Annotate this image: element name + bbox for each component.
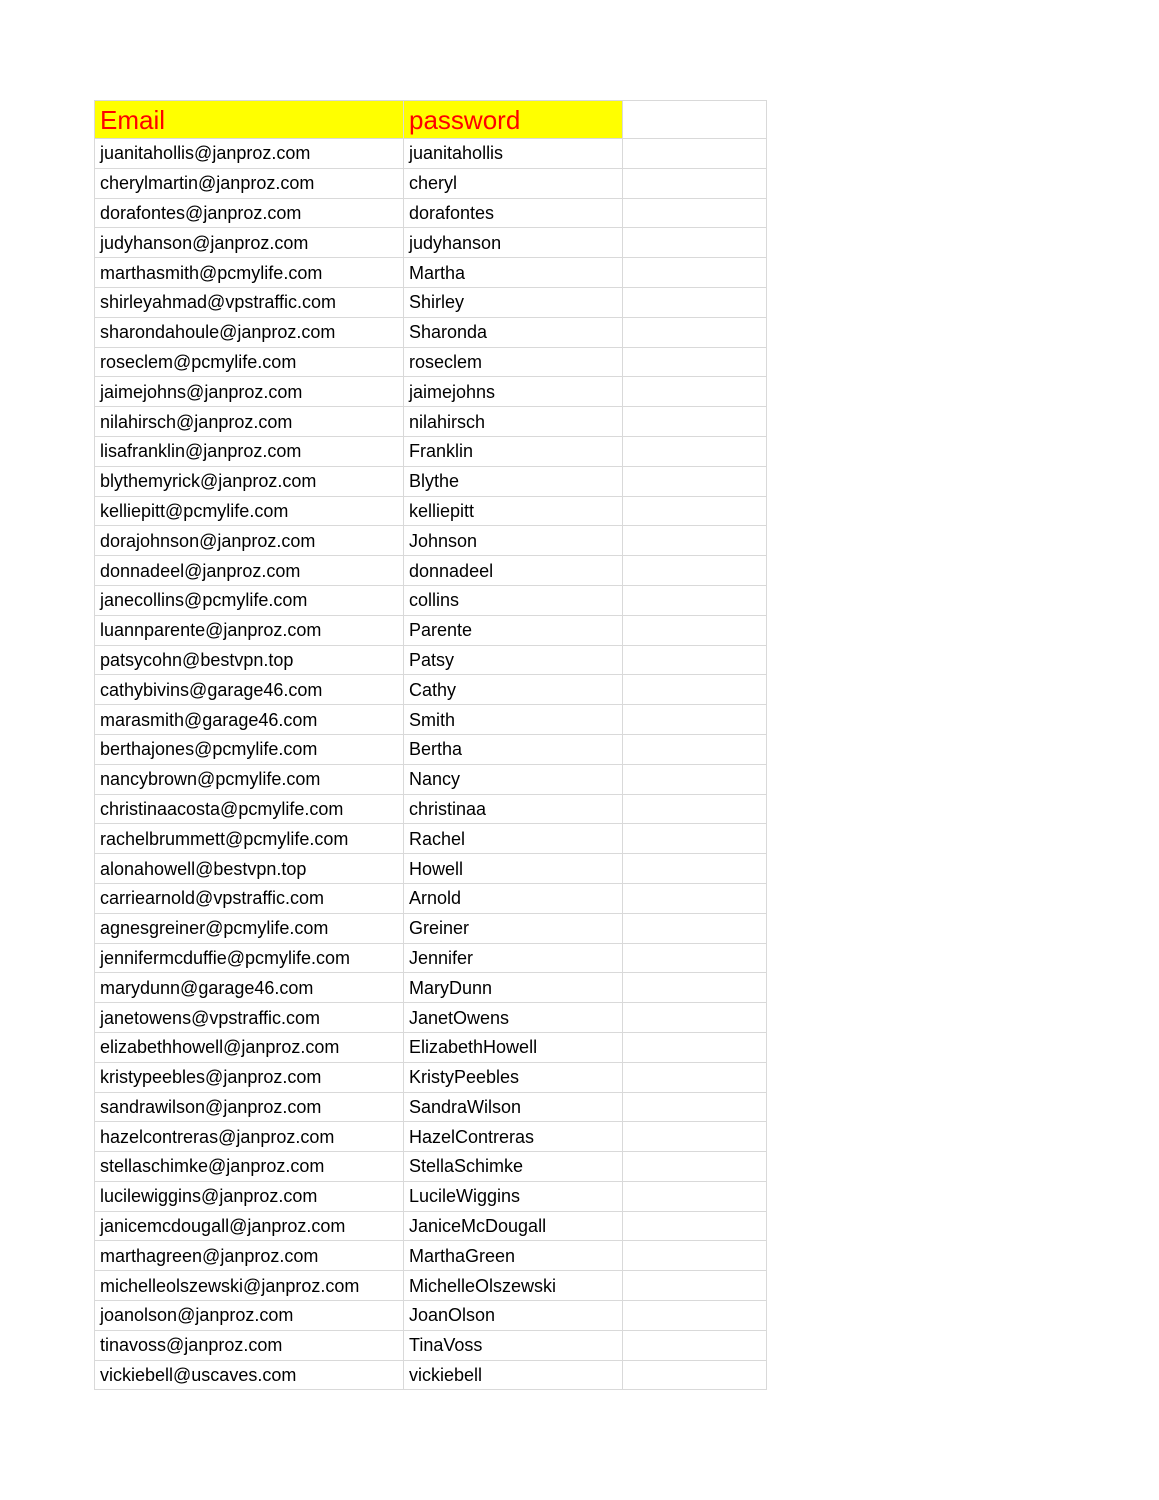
empty-cell	[623, 1092, 767, 1122]
empty-cell	[623, 168, 767, 198]
password-cell: nilahirsch	[404, 407, 623, 437]
email-cell: michelleolszewski@janproz.com	[95, 1271, 404, 1301]
empty-cell	[623, 1152, 767, 1182]
table-row	[95, 1241, 767, 1271]
password-cell: christinaa	[404, 794, 623, 824]
password-cell: Cathy	[404, 675, 623, 705]
table-row	[95, 585, 767, 615]
password-cell: dorafontes	[404, 198, 623, 228]
empty-cell	[623, 317, 767, 347]
email-cell: blythemyrick@janproz.com	[95, 466, 404, 496]
email-cell: shirleyahmad@vpstraffic.com	[95, 287, 404, 317]
email-cell: cherylmartin@janproz.com	[95, 168, 404, 198]
empty-cell	[623, 675, 767, 705]
password-cell: Blythe	[404, 466, 623, 496]
empty-cell	[623, 1330, 767, 1360]
password-cell: donnadeel	[404, 556, 623, 586]
table-row	[95, 407, 767, 437]
password-cell: vickiebell	[404, 1360, 623, 1390]
password-cell: Bertha	[404, 734, 623, 764]
table-row	[95, 1003, 767, 1033]
email-cell: dorajohnson@janproz.com	[95, 526, 404, 556]
empty-cell	[623, 1122, 767, 1152]
column-header-email: Email	[95, 101, 404, 139]
email-cell: nancybrown@pcmylife.com	[95, 764, 404, 794]
table-row	[95, 883, 767, 913]
table-row	[95, 228, 767, 258]
password-cell: TinaVoss	[404, 1330, 623, 1360]
empty-cell	[623, 287, 767, 317]
spreadsheet-table	[94, 100, 767, 1390]
empty-cell	[623, 526, 767, 556]
table-row	[95, 1092, 767, 1122]
table-row	[95, 764, 767, 794]
empty-cell	[623, 734, 767, 764]
empty-cell	[623, 883, 767, 913]
email-cell: alonahowell@bestvpn.top	[95, 854, 404, 884]
password-cell: ElizabethHowell	[404, 1032, 623, 1062]
password-cell: Arnold	[404, 883, 623, 913]
password-cell: SandraWilson	[404, 1092, 623, 1122]
email-cell: vickiebell@uscaves.com	[95, 1360, 404, 1390]
email-cell: tinavoss@janproz.com	[95, 1330, 404, 1360]
empty-cell	[623, 347, 767, 377]
table-row	[95, 913, 767, 943]
table-row	[95, 1360, 767, 1390]
empty-cell	[623, 943, 767, 973]
password-cell: Martha	[404, 258, 623, 288]
email-cell: luannparente@janproz.com	[95, 615, 404, 645]
empty-cell	[623, 1062, 767, 1092]
email-cell: nilahirsch@janproz.com	[95, 407, 404, 437]
password-cell: Howell	[404, 854, 623, 884]
password-cell: StellaSchimke	[404, 1152, 623, 1182]
password-cell: judyhanson	[404, 228, 623, 258]
table-row	[95, 1211, 767, 1241]
header-row	[95, 101, 767, 139]
table-row	[95, 1271, 767, 1301]
email-cell: elizabethhowell@janproz.com	[95, 1032, 404, 1062]
email-cell: marydunn@garage46.com	[95, 973, 404, 1003]
table-row	[95, 287, 767, 317]
empty-cell	[623, 1211, 767, 1241]
email-cell: marthagreen@janproz.com	[95, 1241, 404, 1271]
empty-cell	[623, 1301, 767, 1331]
table-row	[95, 377, 767, 407]
password-cell: kelliepitt	[404, 496, 623, 526]
email-cell: berthajones@pcmylife.com	[95, 734, 404, 764]
empty-cell	[623, 228, 767, 258]
empty-cell	[623, 1032, 767, 1062]
password-cell: JaniceMcDougall	[404, 1211, 623, 1241]
table-row	[95, 1330, 767, 1360]
table-row	[95, 466, 767, 496]
password-cell: MaryDunn	[404, 973, 623, 1003]
empty-cell	[623, 1241, 767, 1271]
table-row	[95, 347, 767, 377]
password-cell: Greiner	[404, 913, 623, 943]
email-cell: kelliepitt@pcmylife.com	[95, 496, 404, 526]
spreadsheet-body	[95, 101, 767, 1390]
empty-cell	[623, 1003, 767, 1033]
email-cell: judyhanson@janproz.com	[95, 228, 404, 258]
empty-cell	[623, 377, 767, 407]
email-cell: carriearnold@vpstraffic.com	[95, 883, 404, 913]
empty-cell	[623, 198, 767, 228]
table-row	[95, 615, 767, 645]
email-cell: marthasmith@pcmylife.com	[95, 258, 404, 288]
empty-cell	[623, 466, 767, 496]
empty-cell	[623, 615, 767, 645]
password-cell: Rachel	[404, 824, 623, 854]
empty-cell	[623, 556, 767, 586]
table-row	[95, 526, 767, 556]
column-header-empty	[623, 101, 767, 139]
table-row	[95, 794, 767, 824]
empty-cell	[623, 496, 767, 526]
password-cell: MichelleOlszewski	[404, 1271, 623, 1301]
email-cell: janetowens@vpstraffic.com	[95, 1003, 404, 1033]
password-cell: cheryl	[404, 168, 623, 198]
empty-cell	[623, 258, 767, 288]
password-cell: Sharonda	[404, 317, 623, 347]
email-cell: stellaschimke@janproz.com	[95, 1152, 404, 1182]
email-cell: marasmith@garage46.com	[95, 705, 404, 735]
email-cell: hazelcontreras@janproz.com	[95, 1122, 404, 1152]
email-cell: cathybivins@garage46.com	[95, 675, 404, 705]
password-cell: Jennifer	[404, 943, 623, 973]
table-row	[95, 943, 767, 973]
password-cell: collins	[404, 585, 623, 615]
password-cell: juanitahollis	[404, 139, 623, 169]
password-cell: Parente	[404, 615, 623, 645]
empty-cell	[623, 1181, 767, 1211]
table-row	[95, 436, 767, 466]
table-row	[95, 675, 767, 705]
table-row	[95, 317, 767, 347]
empty-cell	[623, 407, 767, 437]
table-row	[95, 705, 767, 735]
empty-cell	[623, 705, 767, 735]
password-cell: Patsy	[404, 645, 623, 675]
password-cell: KristyPeebles	[404, 1062, 623, 1092]
table-row	[95, 1122, 767, 1152]
empty-cell	[623, 1271, 767, 1301]
table-row	[95, 1152, 767, 1182]
email-cell: sandrawilson@janproz.com	[95, 1092, 404, 1122]
table-row	[95, 198, 767, 228]
empty-cell	[623, 1360, 767, 1390]
table-row	[95, 734, 767, 764]
password-cell: LucileWiggins	[404, 1181, 623, 1211]
empty-cell	[623, 645, 767, 675]
empty-cell	[623, 436, 767, 466]
email-cell: jennifermcduffie@pcmylife.com	[95, 943, 404, 973]
table-row	[95, 1032, 767, 1062]
table-row	[95, 496, 767, 526]
table-row	[95, 1181, 767, 1211]
password-cell: jaimejohns	[404, 377, 623, 407]
email-cell: jaimejohns@janproz.com	[95, 377, 404, 407]
empty-cell	[623, 824, 767, 854]
email-cell: lucilewiggins@janproz.com	[95, 1181, 404, 1211]
empty-cell	[623, 973, 767, 1003]
table-row	[95, 973, 767, 1003]
table-row	[95, 854, 767, 884]
password-cell: roseclem	[404, 347, 623, 377]
email-cell: christinaacosta@pcmylife.com	[95, 794, 404, 824]
password-cell: JanetOwens	[404, 1003, 623, 1033]
email-cell: juanitahollis@janproz.com	[95, 139, 404, 169]
password-cell: JoanOlson	[404, 1301, 623, 1331]
email-cell: dorafontes@janproz.com	[95, 198, 404, 228]
table-row	[95, 1301, 767, 1331]
table-row	[95, 645, 767, 675]
column-header-password: password	[404, 101, 623, 139]
password-cell: Smith	[404, 705, 623, 735]
table-row	[95, 168, 767, 198]
password-cell: Shirley	[404, 287, 623, 317]
email-cell: janicemcdougall@janproz.com	[95, 1211, 404, 1241]
table-row	[95, 556, 767, 586]
email-cell: donnadeel@janproz.com	[95, 556, 404, 586]
table-row	[95, 824, 767, 854]
password-cell: Johnson	[404, 526, 623, 556]
email-cell: sharondahoule@janproz.com	[95, 317, 404, 347]
password-cell: HazelContreras	[404, 1122, 623, 1152]
email-cell: kristypeebles@janproz.com	[95, 1062, 404, 1092]
empty-cell	[623, 913, 767, 943]
table-row	[95, 258, 767, 288]
table-row	[95, 1062, 767, 1092]
empty-cell	[623, 139, 767, 169]
email-cell: rachelbrummett@pcmylife.com	[95, 824, 404, 854]
email-cell: janecollins@pcmylife.com	[95, 585, 404, 615]
empty-cell	[623, 854, 767, 884]
email-cell: lisafranklin@janproz.com	[95, 436, 404, 466]
email-cell: joanolson@janproz.com	[95, 1301, 404, 1331]
empty-cell	[623, 764, 767, 794]
email-cell: agnesgreiner@pcmylife.com	[95, 913, 404, 943]
table-row	[95, 139, 767, 169]
password-cell: Nancy	[404, 764, 623, 794]
email-cell: roseclem@pcmylife.com	[95, 347, 404, 377]
empty-cell	[623, 794, 767, 824]
email-cell: patsycohn@bestvpn.top	[95, 645, 404, 675]
password-cell: Franklin	[404, 436, 623, 466]
password-cell: MarthaGreen	[404, 1241, 623, 1271]
empty-cell	[623, 585, 767, 615]
